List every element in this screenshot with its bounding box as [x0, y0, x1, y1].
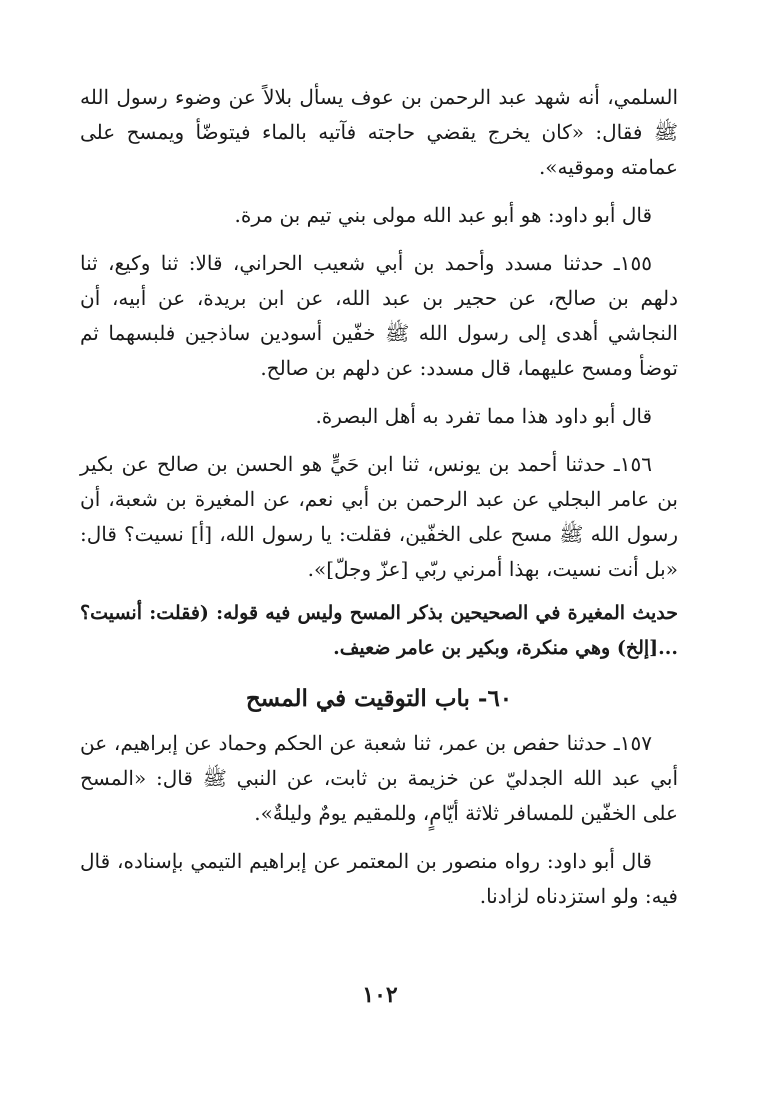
paragraph-abu-dawud-note-1: قال أبو داود: هو أبو عبد الله مولى بني تيم بن مرة.	[234, 203, 652, 227]
page-body	[80, 80, 678, 927]
paragraph-hadith-155: ١٥٥ـ حدثنا مسدد وأحمد بن أبي شعيب الحراني، قالا: ثنا وكيع، ثنا دلهم بن صالح، عن حجير بن عبد الله، عن ابن بريدة، عن أبيه، أن النجاشي أهدى إلى رسول الله ﷺ خفّين أسودين ساذجين فلبسهما ثم توضأ ومسح عليهما، قال مسدد: عن دلهم بن صالح.	[80, 251, 678, 380]
paragraph-hadith-157: ١٥٧ـ حدثنا حفص بن عمر، ثنا شعبة عن الحكم وحماد عن إبراهيم، عن أبي عبد الله الجدليّ عن خزيمة بن ثابت، عن النبي ﷺ قال: «المسح على الخفّين للمسافر ثلاثة أيّامٍ، وللمقيم يومٌ وليلةٌ».	[80, 731, 678, 825]
paragraph-continuation: السلمي، أنه شهد عبد الرحمن بن عوف يسأل بلالاً عن وضوء رسول الله ﷺ فقال: «كان يخرج يقضي حاجته فآتيه بالماء فيتوضّأ ويمسح على عمامته وموقيه».	[80, 85, 678, 179]
editor-note: حديث المغيرة في الصحيحين بذكر المسح وليس فيه قوله: (فقلت: أنسيت؟ ...[إلخ) وهي منكرة، وبكير بن عامر ضعيف.	[80, 602, 678, 659]
paragraph-hadith-156: ١٥٦ـ حدثنا أحمد بن يونس، ثنا ابن حَيٍّ هو الحسن بن صالح عن بكير بن عامر البجلي عن عبد الرحمن بن أبي نعم، عن المغيرة بن شعبة، أن رسول الله ﷺ مسح على الخفّين، فقلت: يا رسول الله، [أ] نسيت؟ قال: «بل أنت نسيت، بهذا أمرني ربّي [عزّ وجلّ]».	[80, 452, 678, 581]
chapter-heading: ٦٠- باب التوقيت في المسح	[245, 685, 513, 712]
paragraph-abu-dawud-note-2: قال أبو داود هذا مما تفرد به أهل البصرة.	[315, 404, 652, 428]
page-number: ١٠٢	[362, 982, 398, 1008]
paragraph-abu-dawud-note-3: قال أبو داود: رواه منصور بن المعتمر عن إبراهيم التيمي بإسناده، قال فيه: ولو استزدناه لزادنا.	[80, 849, 678, 908]
